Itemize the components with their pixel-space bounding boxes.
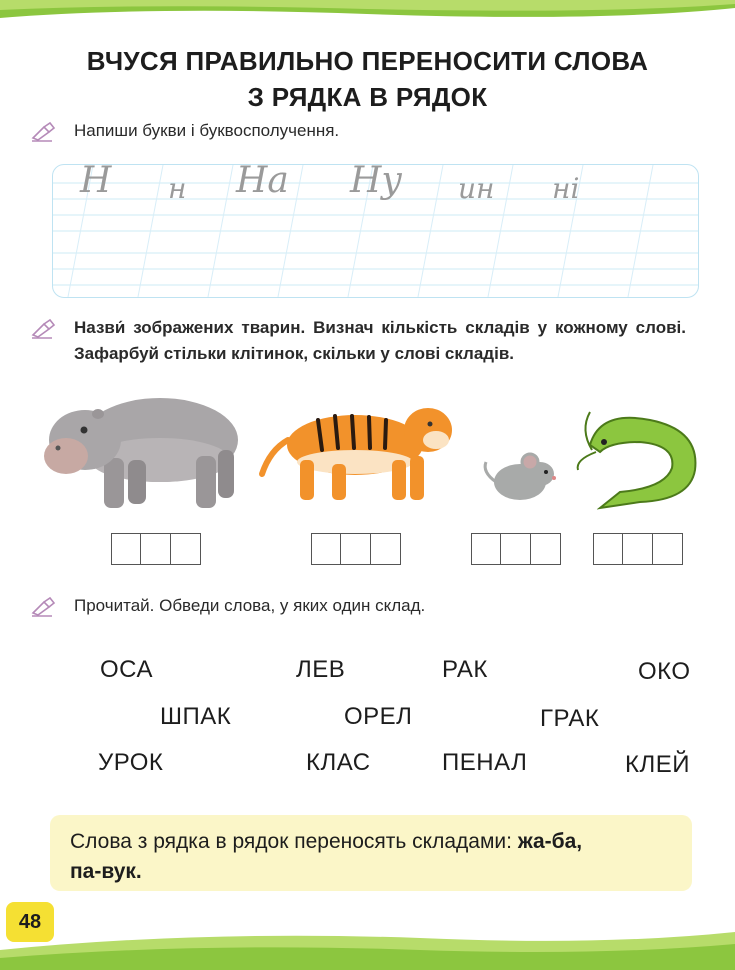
word-item[interactable]: ПЕНАЛ (442, 749, 528, 776)
word-item[interactable]: ШПАК (160, 703, 232, 730)
cursive-sample: На (236, 160, 289, 201)
writing-hand-icon (30, 120, 60, 142)
task3-instruction (30, 593, 425, 619)
word-item[interactable]: ЛЕВ (296, 656, 346, 683)
cursive-sample: Ну (350, 160, 403, 201)
word-item[interactable]: КЛЕЙ (625, 751, 690, 778)
syllable-cell[interactable] (530, 533, 561, 565)
syllable-cells-mouse (472, 533, 561, 565)
top-decor-band (0, 0, 735, 22)
syllable-cell[interactable] (311, 533, 342, 565)
cursive-sample: Н (80, 160, 112, 201)
syllable-cell[interactable] (652, 533, 683, 565)
cursive-sample: ні (552, 172, 580, 205)
rule-statement: Слова з рядка в рядок переносять складами: (70, 830, 518, 853)
task2-instruction (30, 315, 686, 367)
word-item[interactable]: РАК (442, 656, 488, 683)
tiger-illustration (262, 408, 452, 500)
syllable-cell[interactable] (500, 533, 531, 565)
syllable-cells-tiger (312, 533, 401, 565)
rule-box (50, 815, 692, 891)
word-item[interactable]: ОКО (638, 658, 691, 685)
animal-illustrations (0, 390, 735, 530)
rule-example-1: жа-ба, (517, 830, 583, 853)
catfish-illustration (578, 412, 696, 508)
word-item[interactable]: ОСА (100, 656, 153, 683)
page-title-line1: ВЧУСЯ ПРАВИЛЬНО ПЕРЕНОСИТИ СЛОВА (86, 46, 649, 76)
hippo-illustration (44, 398, 238, 508)
word-item[interactable]: ГРАК (540, 705, 600, 732)
mouse-illustration (485, 454, 556, 500)
cursive-sample: н (168, 172, 187, 205)
syllable-cell[interactable] (340, 533, 371, 565)
syllable-cell[interactable] (622, 533, 653, 565)
page-title-line2: З РЯДКА В РЯДОК (247, 82, 488, 112)
page-number: 48 (6, 902, 54, 942)
syllable-cells-hippo (112, 533, 201, 565)
word-item[interactable]: КЛАС (306, 749, 371, 776)
word-item[interactable]: ОРЕЛ (344, 703, 413, 730)
syllable-cell[interactable] (170, 533, 201, 565)
writing-hand-icon (30, 595, 60, 617)
syllable-cells-catfish (594, 533, 683, 565)
word-item[interactable]: УРОК (98, 749, 164, 776)
syllable-cell[interactable] (593, 533, 624, 565)
task1-instruction-text: Напиши букви і буквосполучення. (74, 121, 340, 140)
syllable-cell[interactable] (471, 533, 502, 565)
cursive-sample: ин (458, 172, 495, 205)
task2-instruction-text: Назви́ зображених тварин. Визнач кількість складів у кожному слові. Зафарбуй стільки клітинок, скільки у слові складів. (74, 318, 686, 363)
task3-instruction-text: Прочитай. Обведи слова, у яких один склад. (74, 596, 426, 615)
syllable-cell[interactable] (140, 533, 171, 565)
task1-instruction (30, 118, 339, 144)
writing-hand-icon (30, 317, 60, 339)
syllable-cell[interactable] (111, 533, 142, 565)
bottom-decor-band (0, 920, 735, 970)
rule-text (50, 815, 692, 899)
rule-example-2: па-вук. (70, 860, 142, 883)
syllable-cell[interactable] (370, 533, 401, 565)
